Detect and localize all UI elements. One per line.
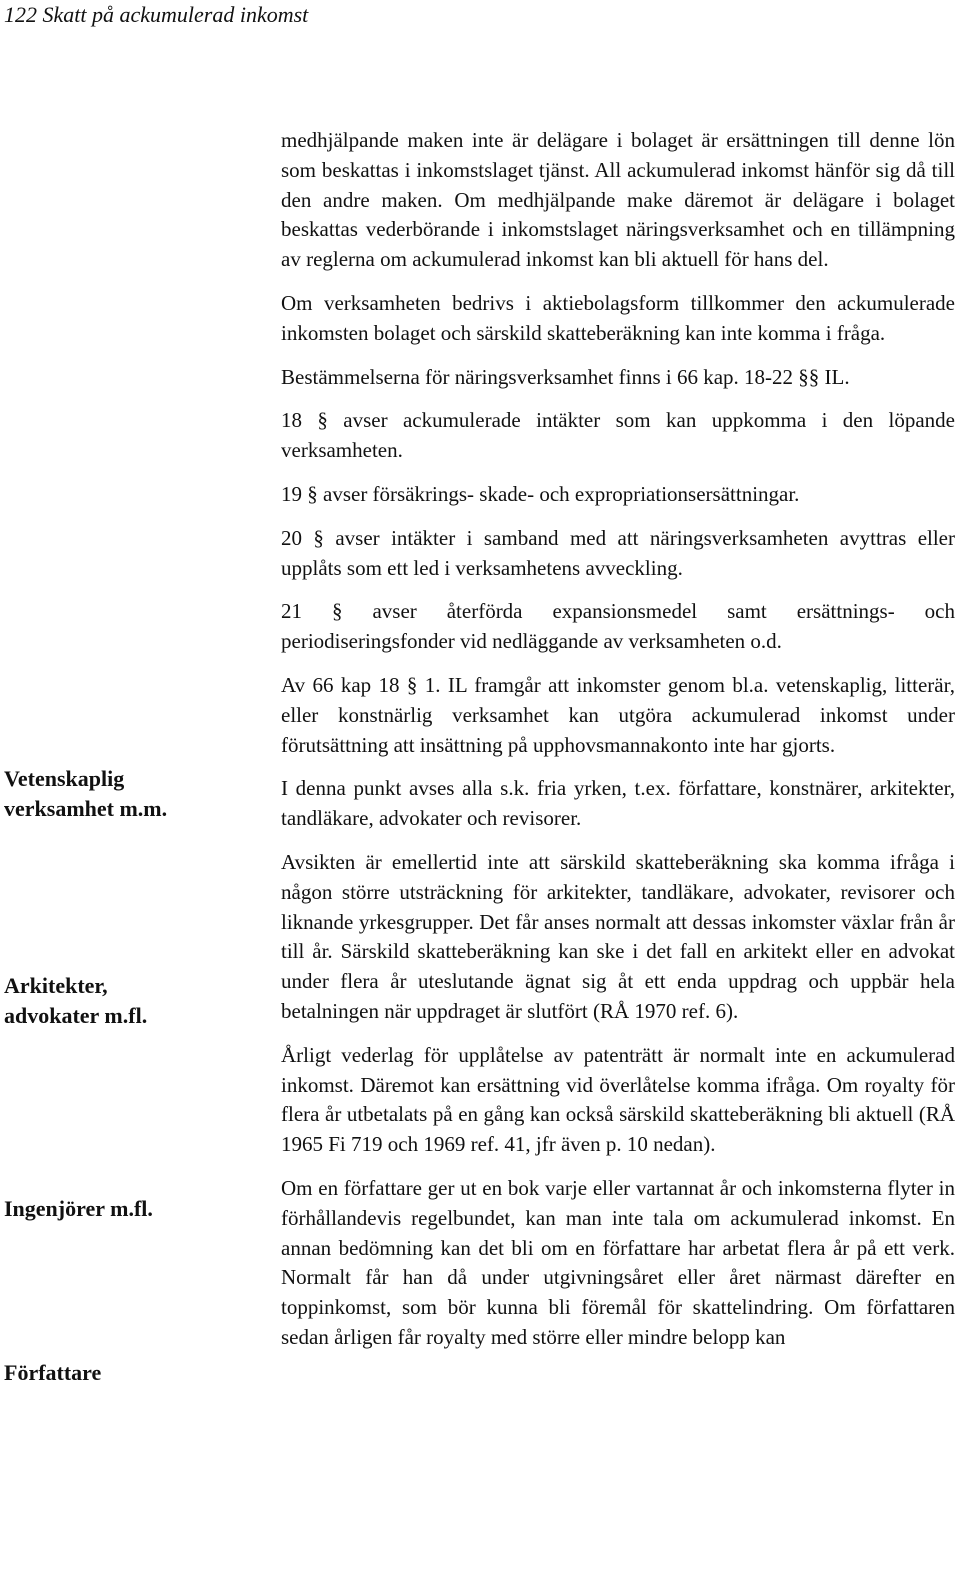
paragraph: 19 § avser försäkrings- skade- och expropriationsersättningar. — [281, 481, 800, 506]
paragraph: medhjälpande maken inte är delägare i bolaget är ersättningen till denne lön som beskattas i inkomstslaget tjänst. All ackumulerad inkomst hänför sig då till den andre maken. Om medhjälpande make däremot är delägare i bolaget beskattas vederbörande i inkomstslaget näringsverksamhet och en tillämpning av reglerna om ackumulerad inkomst kan bli aktuell för hans del. — [281, 128, 955, 272]
paragraph: 20 § avser intäkter i samband med att näringsverksamheten avyttras eller upplåts som ett led i verksamhetens avveckling. — [281, 525, 955, 580]
paragraph: 18 § avser ackumulerade intäkter som kan uppkomma i den löpande verksamheten. — [281, 408, 955, 463]
main-text-column — [281, 126, 955, 1367]
paragraph: Bestämmelserna för näringsverksamhet finns i 66 kap. 18-22 §§ IL. — [281, 364, 850, 389]
paragraph: Avsikten är emellertid inte att särskild skatteberäkning ska komma ifråga i någon större utsträckning för arkitekter, tandläkare, advokater, revisorer och liknande yrkesgrupper. Det får anses normalt att dessas inkomster växlar från år till år. Särskild skatteberäkning kan ske i det fall en arkitekt eller en advokat under flera år uteslutande ägnat sig åt ett enda uppdrag och uppbär hela betalningen när uppdraget är slutfört (RÅ 1970 ref. 6). — [281, 849, 955, 1023]
side-heading-line: advokater m.fl. — [4, 1003, 148, 1028]
paragraph: Årligt vederlag för upplåtelse av patenträtt är normalt inte en ackumulerad inkomst. Däremot kan ersättning vid överlåtelse komma ifråga. Om royalty för flera år utbetalats på en gång kan också särskild skatteberäkning bli aktuell (RÅ 1965 Fi 719 och 1969 ref. 41, jfr även p. 10 nedan). — [281, 1042, 955, 1157]
side-heading-line: Författare — [4, 1360, 102, 1385]
paragraph: 21 § avser återförda expansionsmedel samt ersättnings- och periodiseringsfonder vid nedläggande av verksamheten o.d. — [281, 599, 955, 654]
side-heading-forfattare — [4, 1358, 274, 1388]
paragraph: Om verksamheten bedrivs i aktiebolagsform tillkommer den ackumulerade inkomsten bolaget och särskild skatteberäkning kan inte komma i fråga. — [281, 290, 955, 345]
side-heading-line: verksamhet m.m. — [4, 796, 168, 821]
side-heading-arkitekter — [4, 971, 274, 1031]
page-header — [4, 2, 308, 28]
side-heading-line: Arkitekter, — [4, 973, 108, 998]
side-heading-line: Ingenjörer m.fl. — [4, 1196, 153, 1221]
paragraph: I denna punkt avses alla s.k. fria yrken, t.ex. författare, konstnärer, arkitekter, tandläkare, advokater och revisorer. — [281, 776, 955, 831]
page-title: Skatt på ackumulerad inkomst — [42, 2, 309, 27]
side-heading-line: Vetenskaplig — [4, 766, 125, 791]
paragraph: Av 66 kap 18 § 1. IL framgår att inkomster genom bl.a. vetenskaplig, litterär, eller konstnärlig verksamhet kan utgöra ackumulerad inkomst under förutsättning att insättning på upphovsmannakonto inte har gjorts. — [281, 672, 955, 757]
paragraph: Om en författare ger ut en bok varje eller vartannat år och inkomsterna flyter in förhållandevis regelbundet, kan man inte tala om ackumulerad inkomst. En annan bedömning kan det bli om en författare har arbetat flera år på ett verk. Normalt får han då under utgivningsåret eller året närmast därefter en toppinkomst, som bör kunna bli föremål för skattelindring. Om författaren sedan årligen får royalty med större eller mindre belopp kan — [281, 1175, 955, 1349]
side-heading-vetenskaplig — [4, 764, 274, 824]
page-number: 122 — [4, 2, 37, 27]
side-heading-ingenjorer — [4, 1194, 274, 1224]
